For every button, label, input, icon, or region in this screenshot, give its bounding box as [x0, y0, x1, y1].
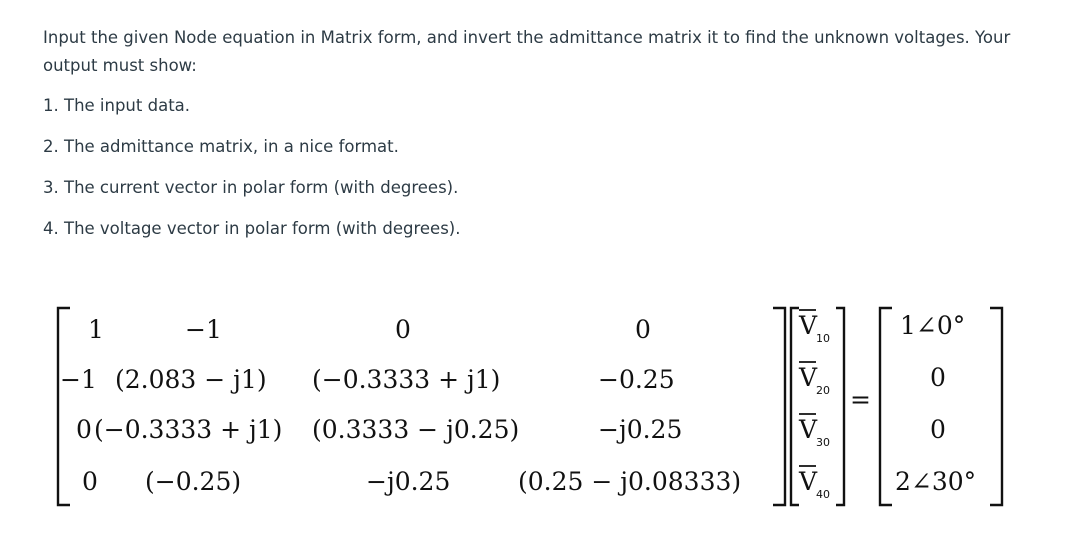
intro-line-2: output must show: — [43, 56, 197, 75]
current-left-bracket — [880, 308, 892, 505]
current-entry: 2∠30° — [895, 467, 977, 496]
matrix-cell: (−0.3333 + j1) — [312, 365, 501, 394]
voltage-subscript: 30 — [816, 436, 830, 449]
intro-line-1: Input the given Node equation in Matrix form, and invert the admittance matrix it to find the unknown voltages. Your — [43, 28, 1011, 47]
question-intro — [43, 24, 1023, 80]
matrix-cell: 0 — [82, 467, 98, 496]
requirement-item: 4. The voltage vector in polar form (with degrees). — [43, 219, 461, 238]
matrix-cell: (−0.3333 + j1) — [94, 415, 283, 444]
matrix-cell: (−0.25) — [145, 467, 242, 496]
matrix-cell: −j0.25 — [366, 467, 451, 496]
voltage-symbol: V — [799, 311, 818, 340]
equals-sign: = — [850, 385, 871, 414]
voltage-symbol: V — [799, 467, 818, 496]
matrix-cell: (2.083 − j1) — [115, 365, 267, 394]
matrix-cell: −j0.25 — [598, 415, 683, 444]
requirement-item: 2. The admittance matrix, in a nice format. — [43, 137, 399, 156]
node-equation-svg — [50, 300, 1010, 525]
matrix-cell: (0.3333 − j0.25) — [312, 415, 520, 444]
voltage-symbol: V — [799, 415, 818, 444]
voltage-symbol: V — [799, 363, 818, 392]
voltage-subscript: 20 — [816, 384, 830, 397]
matrix-cell: 1 — [88, 315, 104, 344]
current-entry: 0 — [930, 363, 946, 392]
voltage-right-bracket — [836, 308, 844, 505]
node-equation-image — [50, 300, 1010, 525]
matrix-cell: 0 — [76, 415, 92, 444]
voltage-left-bracket — [791, 308, 799, 505]
matrix-cell: −1 — [185, 315, 222, 344]
matrix-cell: 0 — [395, 315, 411, 344]
matrix-cell: −1 — [60, 365, 97, 394]
matrix-left-bracket — [58, 308, 70, 505]
requirement-item: 3. The current vector in polar form (with degrees). — [43, 178, 459, 197]
question-text — [43, 24, 1023, 256]
voltage-subscript: 40 — [816, 488, 830, 501]
requirement-item: 1. The input data. — [43, 96, 191, 115]
matrix-right-bracket — [773, 308, 785, 505]
matrix-cell: 0 — [635, 315, 651, 344]
requirements-list — [43, 92, 1023, 242]
current-right-bracket — [990, 308, 1002, 505]
matrix-cell: (0.25 − j0.08333) — [518, 467, 742, 496]
current-entry: 0 — [930, 415, 946, 444]
matrix-cell: −0.25 — [598, 365, 675, 394]
current-entry: 1∠0° — [900, 311, 966, 340]
voltage-subscript: 10 — [816, 332, 830, 345]
